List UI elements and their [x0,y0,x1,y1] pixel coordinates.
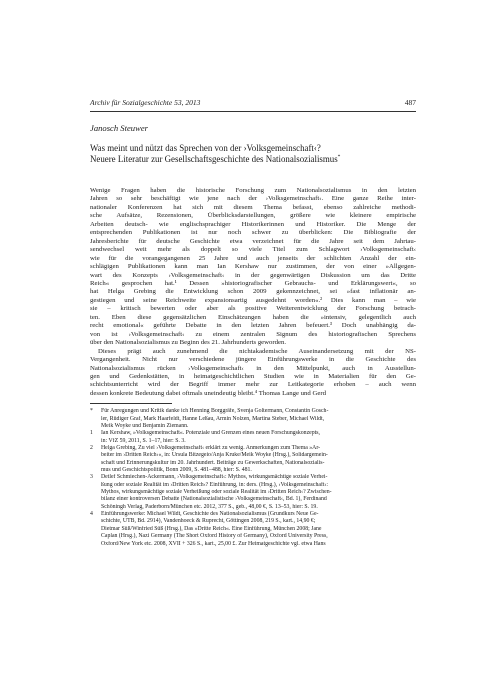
footnote-line: beiter im ›Dritten Reich‹«, in: Ursula Bitzegeio/Anja Kruke/Meik Woyke (Hrsg.), Solidargemein- [101,452,328,459]
footnote [90,474,416,511]
body-line: dessen konkrete Bedeutung dabei oftmals uneindeutig bleibt.⁴ Thomas Lange und Gerd [90,389,326,397]
footnote-mark: 1 [90,430,93,437]
article-author: Janosch Steuwer [90,123,148,133]
body-line: ten. Eben diese gegensätzlichen Einschätzungen haben die »intensiv, gelegentlich auch [90,313,416,321]
footnote-line: mus und Geschichtspolitik, Bonn 2009, S. 481–488, hier: S. 481. [101,467,252,474]
body-line: wart des Konzepts ›Volksgemeinschaft‹ in der gegenwärtigen Diskussion um das Dritte [90,271,416,279]
footnote-line: ler, Rüdiger Graf, Mark Haarfeldt, Hanne Leßau, Armin Nolzen, Martina Steber, Michael Wildt, [101,415,325,422]
body-line: Nationalsozialismus rücken ›Volksgemeinschaft‹ in den Mittelpunkt, auch in Ausstellun- [90,364,416,372]
header-rule [90,111,416,112]
footnote-line: ßung oder soziale Realität im ›Dritten Reich‹? Einführung, in: ders. (Hrsg.), ›Volksgemeinschaft‹: [101,481,329,488]
body-line: Wenige Fragen haben die historische Forschung zum Nationalsozialismus in den letzten [90,187,416,194]
body-line: recht emotional« geführte Debatte in den letzten Jahren befeuert.³ Doch unabhängig da- [90,322,416,330]
footnote-mark: 2 [90,445,93,452]
body-line: über den Nationalsozialismus zu Beginn des 21. Jahrhunderts geworden. [90,339,287,347]
page [90,96,416,548]
article-subtitle-text: Neuere Literatur zur Gesellschaftsgeschichte des Nationalsozialismus [90,154,338,164]
footnote-line: Detlef Schmiechen-Ackermann, ›Volksgemeinschaft‹: Mythos, wirkungsmächtige soziale Verhei- [101,474,328,481]
body-text [90,187,416,398]
footnote-line: Einführungswerke: Michael Wildt, Geschichte des Nationalsozialismus (Grundkurs Neue Ge- [101,511,319,518]
body-line: schlägigen Publikationen kann man Ian Kershaw nur zustimmen, der von einer »Allgegen- [90,263,416,271]
body-line: entsprechenden Publikationen ist nur noch schwer zu überblicken: Die Bibliografie der [90,229,416,237]
footnote-line: Caplan (Hrsg.), Nazi Germany (The Short Oxford History of Germany), Oxford University Press, [101,533,328,540]
body-line: Jahresberichte für deutsche Geschichte etwa verzeichnet für die Jahre seit dem Jahrtau- [90,237,416,245]
body-line: sche Aufsätze, Rezensionen, Überblicksdarstellungen, größere wie kleinere empirische [90,212,416,220]
page-number: 487 [404,98,416,107]
footnote-line: bilanz einer kontroversen Debatte (Nationalsozialistische ›Volksgemeinschaft‹, Bd. 1), Ferdinand [101,496,327,503]
footnotes [90,408,416,548]
footnote-line: Schöningh Verlag, Paderborn/München etc. 2012, 377 S., geb., 48,00 €, S. 13–53, hier: S. 19. [101,503,318,510]
body-line: gen und Gedenkstätten, in heimatgeschichtlichen Studien wie in Materialien für den Ge- [90,372,416,380]
footnote-line: schaft und Erinnerungskultur im 20. Jahrhundert. Beiträge zu Gewerkschaften, Nationalsozialis- [101,459,325,466]
body-line: Reich« gesprochen hat.¹ Dessen »historiografischer Gebrauchs- und Erklärungswert«, so [90,279,416,287]
body-line: Arbeiten deutsch- wie englischsprachiger Historikerinnen und Historiker. Die Menge der [90,220,416,228]
footnote-line: Für Anregungen und Kritik danke ich Henning Borggräfe, Svenja Goltermann, Constantin Gosch- [101,408,329,415]
body-line: sendwechsel weit mehr als doppelt so viele Titel zum Schlagwort ›Volksgemeinschaft‹ [90,246,416,254]
journal-title: Archiv für Sozialgeschichte 53, 2013 [90,98,201,107]
body-line: sie – kritisch bewerten oder aber als positive Weiterentwicklung der Forschung betrach- [90,305,416,313]
article-subtitle [90,154,416,165]
body-line: Jahren so sehr beschäftigt wie jene nach der ›Volksgemeinschaft‹. Eine ganze Reihe inter- [90,195,416,203]
body-line: schichtsunterricht wird der Begriff immer mehr zur Leitkategorie erhoben – auch wenn [90,381,416,389]
footnote-mark: * [90,408,93,415]
footnote-line: in: VfZ 59, 2011, S. 1–17, hier: S. 3. [101,437,186,444]
footnote-line: Dietmar Süß/Winfried Süß (Hrsg.), Das »Dritte Reich«. Eine Einführung, München 2008; Jane [101,525,322,532]
footnote [90,445,416,474]
footnote-mark: 4 [90,511,93,518]
footnote [90,430,416,445]
footnote-line: Meik Woyke und Benjamin Ziemann. [101,423,189,430]
body-line: nationaler Konferenzen hat sich mit diesem Thema befasst, ebenso zahlreiche methodi- [90,203,416,211]
footnote-mark: 3 [90,474,93,481]
footnote-line: Ian Kershaw, »Volksgemeinschaft«. Potenziale und Grenzen eines neuen Forschungskonzepts, [101,430,320,437]
footnote [90,408,416,430]
body-line: Vergangenheit. Nicht nur verschiedene jüngere Einführungswerke in die Geschichte des [90,356,416,364]
body-line: gestiegen und seine Reichweite expansionsartig ausgedehnt worden«.² Dies kann man – wie [90,296,416,304]
paragraph-1 [90,187,416,348]
footnote-line: schichte, UTB, Bd. 2914), Vandenhoeck & Ruprecht, Göttingen 2008, 219 S., kart., 14,90 €; [101,518,316,525]
body-line: wie für die vorangegangenen 25 Jahre und auch jenseits der schlichten Anzahl der ein- [90,254,416,262]
running-head [90,96,416,110]
footnote-line: Oxford/New York etc. 2008, XVII + 326 S., kart., 25,00 £. Zur Heimatgeschichte vgl. etwa Hans [101,540,326,547]
paragraph-2 [90,348,416,399]
footnote-rule [90,403,172,404]
footnote-line: Mythos, wirkungsmächtige soziale Verheißung oder soziale Realität im ›Dritten Reich‹? Zwischen- [101,489,332,496]
body-line: Dieses prägt auch zunehmend die nichtakademische Auseinandersetzung mit der NS- [98,347,416,355]
body-line: hat Helga Grebing die Entwicklung schon 2009 gekennzeichnet, sei »fast inflationär an- [90,288,416,296]
footnote [90,511,416,548]
subtitle-footnote-mark: * [337,154,341,161]
footnote-line: Helga Grebing, Zu viel ›Volksgemeinschaft‹ erklärt zu wenig. Anmerkungen zum Thema »Ar- [101,445,321,452]
body-line: von ist ›Volksgemeinschaft‹ zu einem zentralen Signum des historiografischen Sprechens [90,330,416,338]
article-title: Was meint und nützt das Sprechen von der ›Volksgemeinschaft‹? [90,143,321,153]
